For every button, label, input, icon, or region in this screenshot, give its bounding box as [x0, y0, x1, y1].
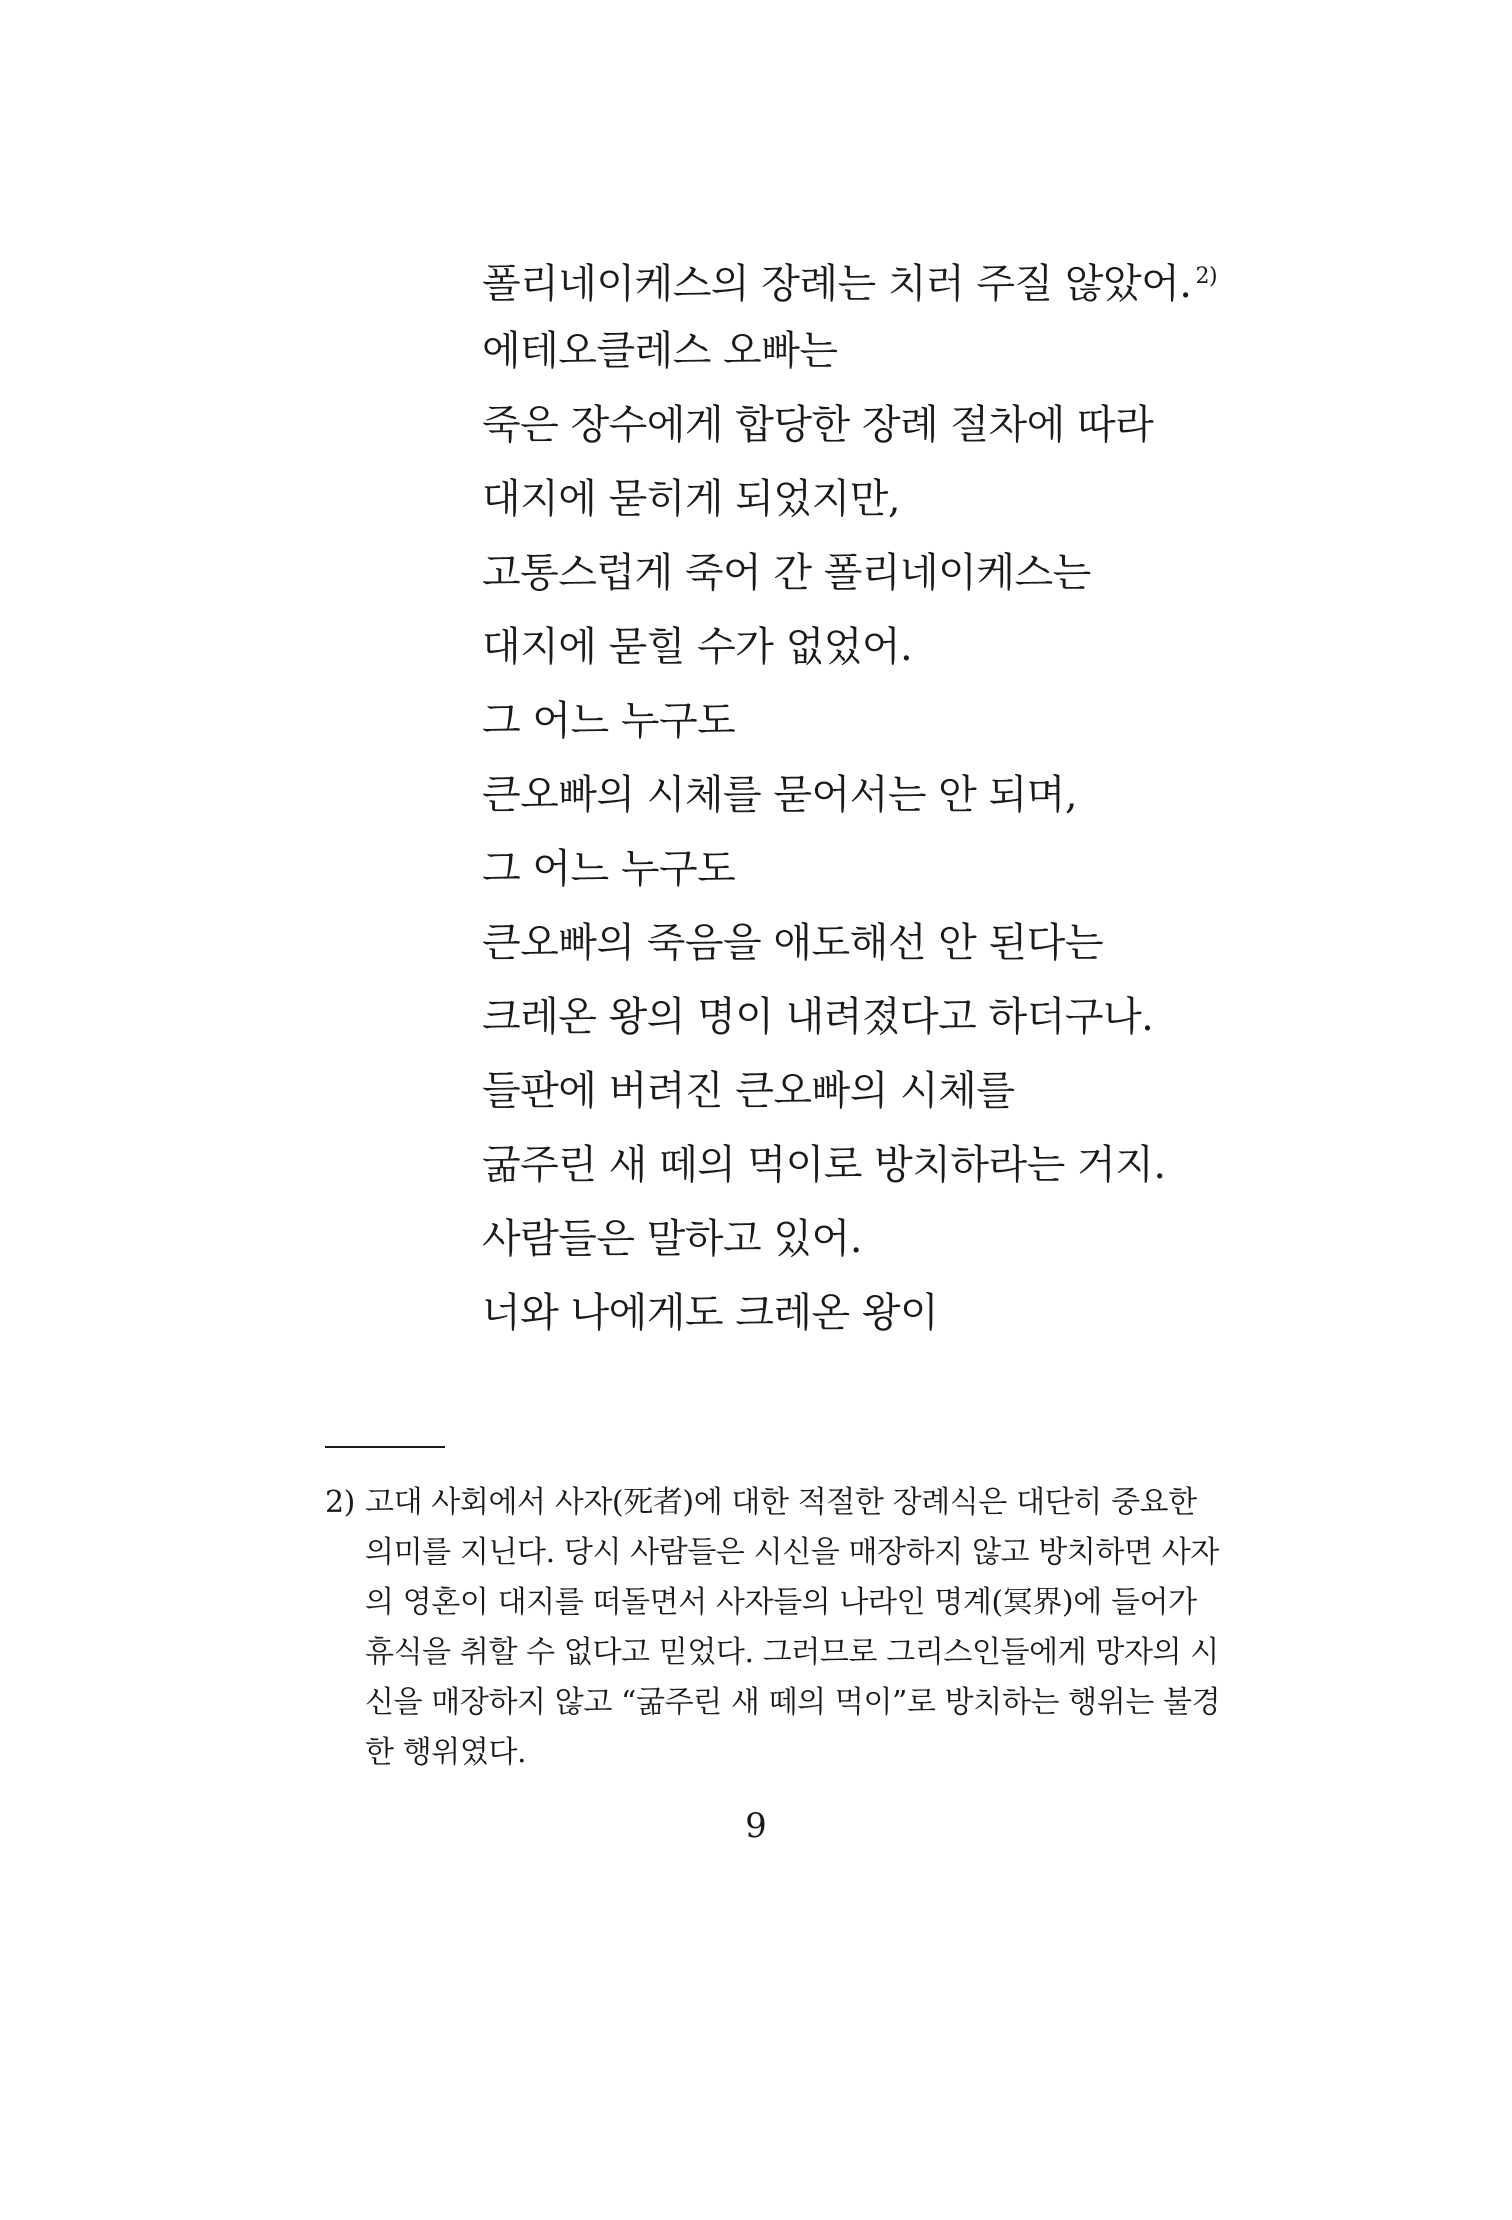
poem-line: 고통스럽게 죽어 간 폴리네이케스는	[482, 550, 1091, 596]
footnote-line: 신을 매장하지 않고 “굶주린 새 떼의 먹이”로 방치하는 행위는 불경	[365, 1685, 1221, 1720]
footnote-divider	[325, 1446, 445, 1448]
page-number: 9	[745, 1806, 767, 1846]
poem-line: 그 어느 누구도	[482, 846, 736, 892]
footnote	[325, 1478, 1265, 1778]
footnote-line	[325, 1478, 1265, 1528]
footnote-reference[interactable]: 2)	[1195, 264, 1218, 289]
poem-line: 에테오클레스 오빠는	[482, 328, 838, 374]
footnote-text: 고대 사회에서 사자(死者)에 대한 적절한 장례식은 대단히 중요한	[365, 1485, 1197, 1520]
footnote-line: 의미를 지닌다. 당시 사람들은 시신을 매장하지 않고 방치하면 사자	[365, 1535, 1219, 1570]
poem-line: 사람들은 말하고 있어.	[482, 1216, 862, 1262]
poem-block	[482, 240, 1382, 1350]
poem-line: 그 어느 누구도	[482, 698, 736, 744]
footnote-line: 휴식을 취할 수 없다고 믿었다. 그러므로 그리스인들에게 망자의 시	[365, 1635, 1219, 1670]
poem-line: 너와 나에게도 크레온 왕이	[482, 1290, 939, 1336]
poem-line: 큰오빠의 죽음을 애도해선 안 된다는	[482, 920, 1103, 966]
poem-line: 큰오빠의 시체를 묻어서는 안 되며,	[482, 772, 1078, 818]
poem-line: 들판에 버려진 큰오빠의 시체를	[482, 1068, 1015, 1114]
poem-line: 대지에 묻히게 되었지만,	[482, 476, 901, 522]
footnote-line: 한 행위였다.	[365, 1735, 527, 1770]
footnote-marker: 2)	[325, 1485, 355, 1520]
poem-line: 죽은 장수에게 합당한 장례 절차에 따라	[482, 402, 1154, 448]
poem-line: 폴리네이케스의 장례는 치러 주질 않았어. $^{2)}$	[482, 261, 1218, 307]
footnote-line: 의 영혼이 대지를 떠돌면서 사자들의 나라인 명계(冥界)에 들어가	[365, 1585, 1197, 1620]
poem-line: 크레온 왕의 명이 내려졌다고 하더구나.	[482, 994, 1154, 1040]
poem-line: 대지에 묻힐 수가 없었어.	[482, 624, 913, 670]
poem-line: 굶주린 새 떼의 먹이로 방치하라는 거지.	[482, 1142, 1166, 1188]
